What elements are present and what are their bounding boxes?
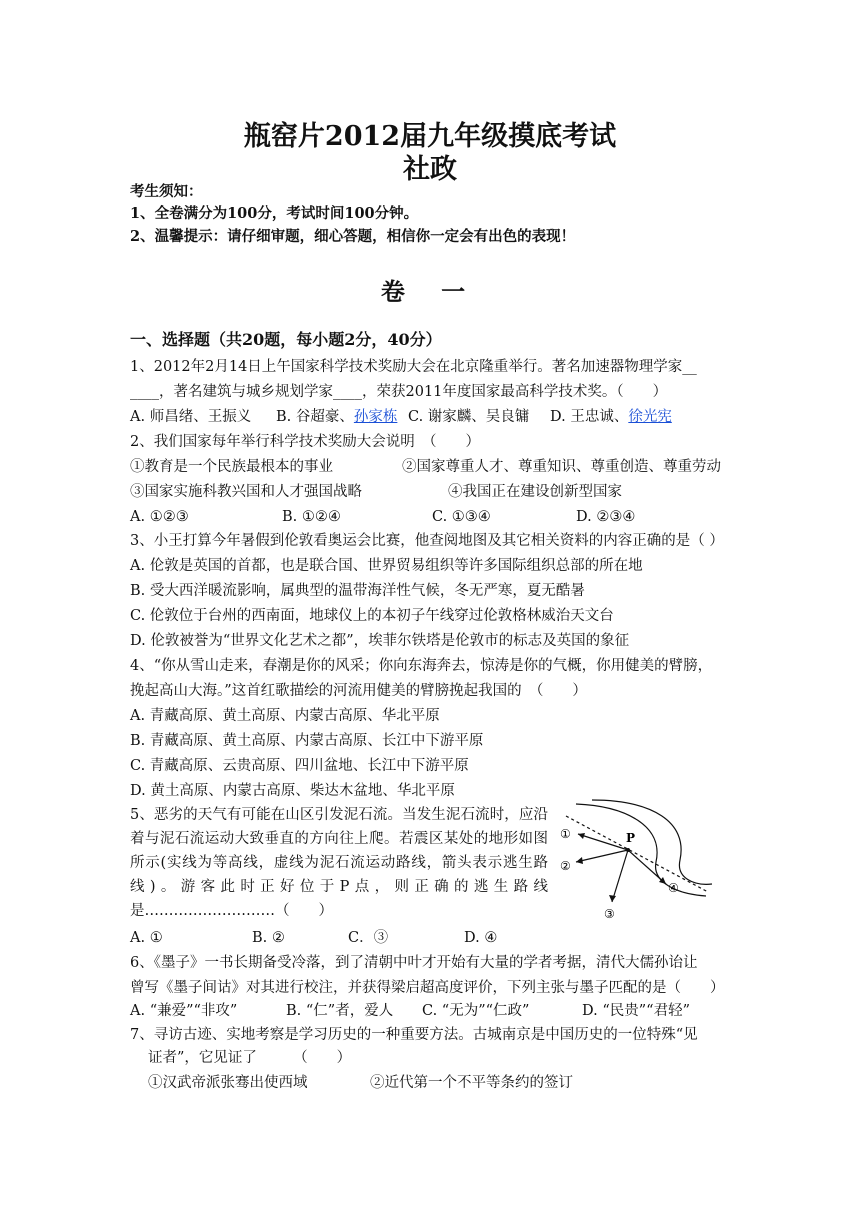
q6-option-b: B. “仁”者，爱人 <box>286 1003 394 1019</box>
escape-route-3 <box>612 850 628 902</box>
q2-option-b: B. ①②④ <box>282 509 341 525</box>
q4-option-b: B. 青藏高原、黄土高原、内蒙古高原、长江中下游平原 <box>130 733 484 749</box>
q4-stem-line2: 挽起高山大海。”这首红歌描绘的河流用健美的臂膀挽起我国的 （ ） <box>130 683 587 699</box>
q5-options <box>130 928 497 948</box>
q2-statements-1 <box>130 457 721 477</box>
q5-option-d: D. ④ <box>464 930 498 946</box>
q1-option-d-link[interactable]: 徐光宪 <box>628 409 672 425</box>
route-label-1: ① <box>560 827 571 841</box>
q4-option-d: D. 黄土高原、内蒙古高原、柴达木盆地、华北平原 <box>130 783 455 799</box>
q6-option-a: A. “兼爱”“非攻” <box>130 1003 238 1019</box>
q1-option-d: D. 王忠诚、徐光宪 <box>550 409 672 425</box>
q2-option-d: D. ②③④ <box>576 509 636 525</box>
q2-options <box>130 507 635 527</box>
notice-item-1: 1、全卷满分为100分，考试时间100分钟。 <box>130 205 419 222</box>
q2-statement-4: ④我国正在建设创新型国家 <box>448 484 622 500</box>
arrow-head-3 <box>609 895 616 902</box>
q4-option-c: C. 青藏高原、云贵高原、四川盆地、长江中下游平原 <box>130 758 469 774</box>
q5-option-c: C．③ <box>348 930 389 946</box>
q2-statement-2: ②国家尊重人才、尊重知识、尊重创造、尊重劳动 <box>402 459 721 475</box>
q1-option-c: C. 谢家麟、吴良镛 <box>408 409 530 425</box>
q7-statement-1: ①汉武帝派张骞出使西域 <box>148 1075 308 1091</box>
q1-stem-line2: ____，著名建筑与城乡规划学家____，荣获2011年度国家最高科学技术奖。（ ） <box>130 384 668 400</box>
q3-option-d: D. 伦敦被誉为“世界文化艺术之都”，埃菲尔铁塔是伦敦市的标志及英国的象征 <box>130 633 630 649</box>
q4-option-a: A. 青藏高原、黄土高原、内蒙古高原、华北平原 <box>130 708 440 724</box>
q1-options <box>130 407 672 427</box>
q6-option-d: D. “民贵”“君轻” <box>582 1003 690 1019</box>
q6-option-c: C. “无为”“仁政” <box>422 1003 530 1019</box>
point-p-label: P <box>626 831 636 845</box>
q7-statement-2: ②近代第一个不平等条约的签订 <box>370 1075 573 1091</box>
subject-title: 社政 <box>403 154 457 185</box>
q2-stem: 2、我们国家每年举行科学技术奖励大会说明 （ ） <box>130 434 480 450</box>
q5-option-a: A. ① <box>130 930 163 946</box>
part1-heading: 一、选择题（共20题，每小题2分，40分） <box>130 330 442 349</box>
q7-stem-line1: 7、寻访古迹、实地考察是学习历史的一种重要方法。古城南京是中国历史的一位特殊“见 <box>130 1027 698 1043</box>
route-label-3: ③ <box>604 907 615 921</box>
notice-item-2: 2、温馨提示：请仔细审题，细心答题，相信你一定会有出色的表现！ <box>130 228 576 245</box>
q1-option-b: B. 谷超豪、孙家栋 <box>276 409 398 425</box>
escape-route-4 <box>628 850 666 884</box>
route-label-2: ② <box>560 859 571 873</box>
contour-line-inner <box>576 804 706 896</box>
arrow-head-1 <box>578 833 585 839</box>
q2-statement-3: ③国家实施科教兴国和人才强国战略 <box>130 484 362 500</box>
q2-statements-2 <box>130 482 622 502</box>
q5-option-b: B. ② <box>252 930 285 946</box>
q5-stem: 5、恶劣的天气有可能在山区引发泥石流。当发生泥石流时，应沿着与泥石流运动大致垂直的方向往上爬。若震区某处的地形如图所示(实线为等高线，虚线为泥石流运动路线，箭头表示逃生路线)。游客此时正好位于P点，则正确的逃生路线是………………………（ ） <box>130 807 548 919</box>
q2-statement-1: ①教育是一个民族最根本的事业 <box>130 459 333 475</box>
q7-stem-line2: 证者”，它见证了 （ ） <box>148 1050 352 1066</box>
q3-stem: 3、小王打算今年暑假到伦敦看奥运会比赛，他查阅地图及其它相关资料的内容正确的是（ ） <box>130 533 724 549</box>
escape-route-2 <box>576 850 628 862</box>
q2-option-c: C. ①③④ <box>432 509 491 525</box>
terrain-diagram <box>556 796 716 926</box>
q1-stem-line1: 1、2012年2月14日上午国家科学技术奖励大会在北京隆重举行。著名加速器物理学家__ <box>130 359 697 375</box>
q6-stem-line1: 6、《墨子》一书长期备受冷落，到了清朝中叶才开始有大量的学者考据，清代大儒孙诒让 <box>130 955 698 971</box>
route-label-4: ④ <box>668 881 679 895</box>
q2-option-a: A. ①②③ <box>130 509 189 525</box>
section-title: 卷 一 <box>380 277 480 306</box>
notice-heading: 考生须知： <box>130 183 203 200</box>
q3-option-b: B. 受大西洋暖流影响，属典型的温带海洋性气候，冬无严寒，夏无酷暑 <box>130 583 585 599</box>
q3-option-a: A. 伦敦是英国的首都，也是联合国、世界贸易组织等许多国际组织总部的所在地 <box>130 558 643 574</box>
q6-stem-line2: 曾写《墨子间诂》对其进行校注，并获得梁启超高度评价，下列主张与墨子匹配的是（ ） <box>130 980 725 996</box>
debris-flow-path <box>566 816 708 892</box>
q4-stem-line1: 4、“你从雪山走来，春潮是你的风采；你向东海奔去，惊涛是你的气概，你用健美的臂膀， <box>130 658 713 674</box>
q1-option-a: A. 师昌绪、王振义 <box>130 409 252 425</box>
q6-options <box>130 1001 690 1021</box>
arrow-head-2 <box>576 857 583 864</box>
q3-option-c: C. 伦敦位于台州的西南面，地球仪上的本初子午线穿过伦敦格林威治天文台 <box>130 608 614 624</box>
exam-title: 瓶窑片2012届九年级摸底考试 <box>243 121 617 152</box>
q1-option-b-link[interactable]: 孙家栋 <box>353 409 398 425</box>
q7-statements <box>148 1073 573 1093</box>
